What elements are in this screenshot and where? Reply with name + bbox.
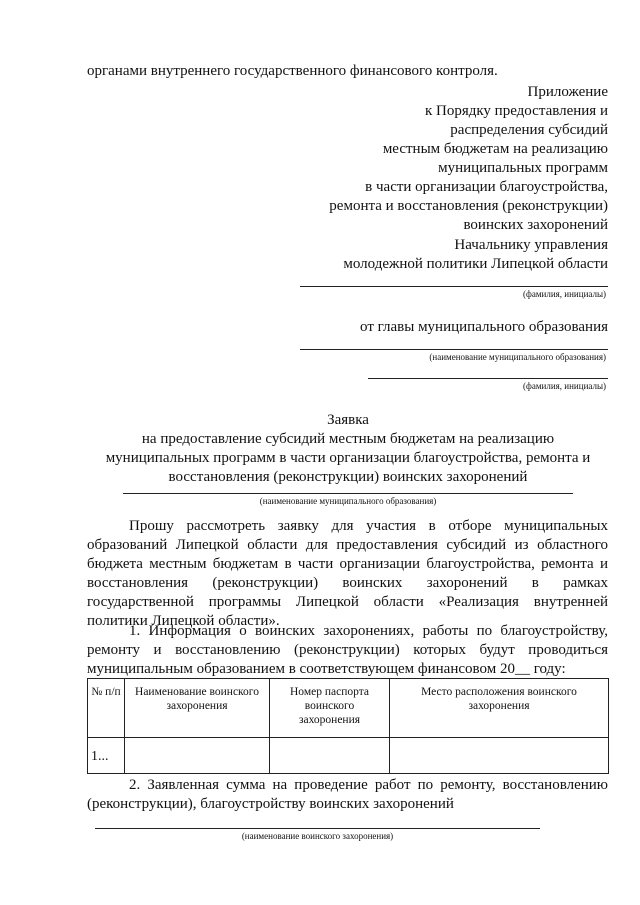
municipality2-caption: (наименование муниципального образования) bbox=[259, 496, 437, 506]
from-line: от главы муниципального образования bbox=[360, 319, 608, 335]
title-line: восстановления (реконструкции) воинских захоронений bbox=[168, 469, 528, 485]
surname-field-line bbox=[300, 286, 608, 287]
appendix-line: местным бюджетам на реализацию bbox=[382, 141, 608, 157]
col-header-number: № п/п bbox=[88, 679, 125, 738]
appendix-block bbox=[300, 83, 608, 235]
addressee-line: молодежной политики Липецкой области bbox=[343, 256, 608, 272]
burials-table bbox=[87, 678, 609, 774]
municipality-field-line bbox=[300, 349, 608, 350]
table-header-row bbox=[88, 679, 609, 738]
paragraph-line: Прошу рассмотреть заявку для участия в отборе муниципальных bbox=[129, 518, 608, 534]
appendix-line: муниципальных программ bbox=[438, 160, 608, 176]
surname2-field-line bbox=[368, 378, 608, 379]
request-paragraph bbox=[87, 517, 608, 631]
paragraph-line: 2. Заявленная сумма на проведение работ по ремонту, восстановлению bbox=[129, 777, 608, 793]
addressee-block bbox=[300, 236, 608, 274]
item2-paragraph bbox=[87, 776, 608, 814]
appendix-line: ремонта и восстановления (реконструкции) bbox=[329, 198, 608, 214]
col-header-passport: Номер паспорта воинского захоронения bbox=[270, 679, 390, 738]
paragraph-line: политики Липецкой области». bbox=[87, 613, 280, 629]
top-line: органами внутреннего государственного финансового контроля. bbox=[87, 63, 498, 79]
table-cell[interactable] bbox=[390, 738, 609, 774]
paragraph-line: бюджета местным бюджетам в части организации благоустройства, ремонта и bbox=[87, 556, 608, 572]
addressee-line: Начальнику управления bbox=[454, 237, 608, 253]
table-cell: 1... bbox=[88, 738, 125, 774]
appendix-line: распределения субсидий bbox=[450, 122, 608, 138]
paragraph-line: государственной программы Липецкой области «Реализация внутренней bbox=[87, 594, 608, 610]
surname2-caption: (фамилия, инициалы) bbox=[523, 381, 606, 391]
table-cell[interactable] bbox=[270, 738, 390, 774]
title-line: Заявка bbox=[327, 412, 369, 428]
paragraph-line: восстановления (реконструкции) воинских захоронений в рамках bbox=[87, 575, 608, 591]
col-header-name: Наименование воинского захоронения bbox=[125, 679, 270, 738]
burial-caption: (наименование воинского захоронения) bbox=[241, 831, 394, 841]
paragraph-line: ремонту и восстановлению (реконструкции) которых будут проводиться bbox=[87, 642, 608, 658]
municipality-caption: (наименование муниципального образования) bbox=[429, 352, 606, 362]
paragraph-line: 1. Информация о воинских захоронениях, работы по благоустройству, bbox=[129, 623, 608, 639]
appendix-line: воинских захоронений bbox=[463, 217, 608, 233]
appendix-line: в части организации благоустройства, bbox=[365, 179, 608, 195]
title-line: муниципальных программ в части организации благоустройства, ремонта и bbox=[105, 450, 591, 466]
table-row bbox=[88, 738, 609, 774]
request-title bbox=[60, 411, 636, 487]
appendix-line: Приложение bbox=[527, 84, 608, 100]
surname-caption: (фамилия, инициалы) bbox=[523, 289, 606, 299]
paragraph-line: муниципальным образованием в соответствующем финансовом 20__ году: bbox=[87, 661, 566, 677]
burial-field-line bbox=[95, 828, 540, 829]
col-header-location: Место расположения воинского захоронения bbox=[390, 679, 609, 738]
municipality2-field-line bbox=[123, 493, 573, 494]
paragraph-line: образований Липецкой области для предоставления субсидий из областного bbox=[87, 537, 608, 553]
paragraph-line: (реконструкции), благоустройству воинских захоронений bbox=[87, 796, 454, 812]
item1-paragraph bbox=[87, 622, 608, 679]
title-line: на предоставление субсидий местным бюджетам на реализацию bbox=[141, 431, 555, 447]
table-cell[interactable] bbox=[125, 738, 270, 774]
appendix-line: к Порядку предоставления и bbox=[424, 103, 608, 119]
